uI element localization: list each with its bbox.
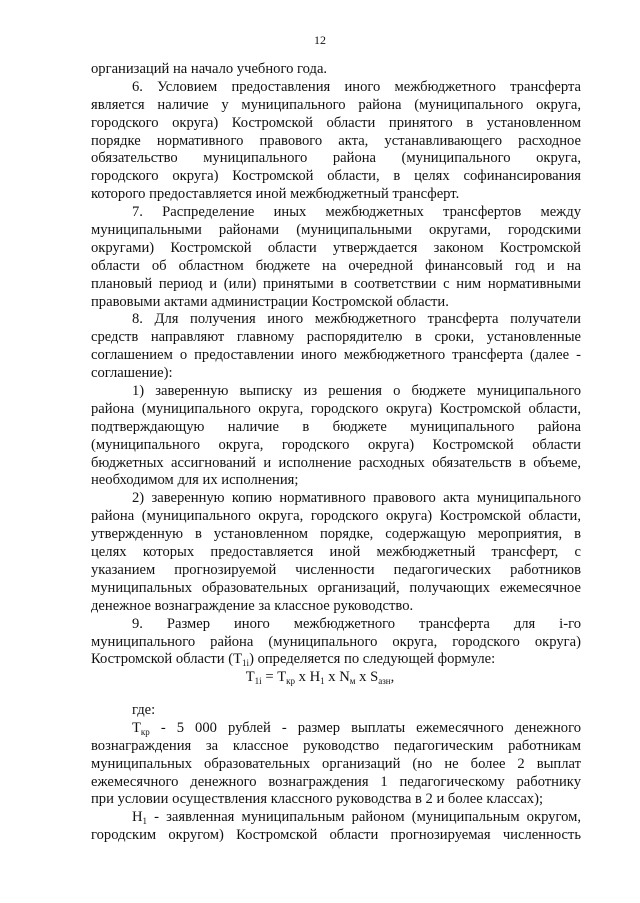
text-line: 1) заверенную выписку из решения о бюджете муниципального bbox=[132, 383, 581, 400]
text-line: городского округа) Костромской области принятого в установленном bbox=[91, 114, 581, 131]
text-line: организаций на начало учебного года. bbox=[91, 61, 328, 77]
text-line: бюджетных ассигнований и исполнение расходных обязательств в объеме, bbox=[91, 454, 581, 471]
text-line: муниципального района (муниципального округа, городского округа) bbox=[91, 633, 581, 650]
text-line: $Т_{кр} - 5$ 000 рублей - размер выплаты ежемесячного денежного bbox=[132, 719, 581, 737]
body-text-top bbox=[91, 61, 581, 669]
text-line: района (муниципального округа, городского округа) Костромской области, bbox=[91, 400, 581, 417]
text-line: $Н_1$ - заявленная муниципальным районом (муниципальным округом, bbox=[132, 809, 581, 827]
text-line: городского округа) Костромской области, в целях софинансирования bbox=[91, 168, 581, 185]
text-line: подтверждающую наличие в бюджете муниципального района bbox=[91, 418, 581, 435]
body-text-bottom bbox=[91, 702, 581, 845]
text-line: утвержденную в установленном порядке, содержащую мероприятия, в bbox=[91, 526, 581, 543]
text-line: порядке нормативного правового акта, устанавливающего расходное bbox=[91, 132, 581, 149]
text-line: ежемесячного денежного вознаграждения 1 педагогическому работнику bbox=[91, 773, 581, 790]
text-line: области об областном бюджете на очередной финансовый год и на bbox=[91, 257, 581, 274]
text-line: соглашением о предоставлении иного межбюджетного трансферта (далее - bbox=[91, 347, 581, 364]
page-number: 12 bbox=[314, 33, 326, 47]
text-line: указанием прогнозируемой численности педагогических работников bbox=[91, 561, 581, 578]
text-line: при условии осуществления классного руководства в 2 и более классах); bbox=[91, 791, 544, 808]
text-line: района (муниципального округа, городского округа) Костромской области, bbox=[91, 508, 581, 525]
text-line: городским округом) Костромской области прогнозируемая численность bbox=[91, 827, 581, 844]
text-line: 2) заверенную копию нормативного правового акта муниципального bbox=[132, 490, 581, 507]
text-line: вознаграждения за классное руководство педагогическим работникам bbox=[91, 737, 581, 754]
text-line: 7. Распределение иных межбюджетных трансфертов между bbox=[132, 204, 581, 221]
text-line: средств направляют главному распорядителю в сроки, установленные bbox=[91, 329, 581, 346]
text-line: 8. Для получения иного межбюджетного трансферта получатели bbox=[132, 311, 581, 328]
text-line: муниципальных образовательных организаций (но не более 2 выплат bbox=[91, 755, 581, 772]
text-line: 6. Условием предоставления иного межбюджетного трансферта bbox=[132, 78, 581, 95]
text-line: необходимом для их исполнения; bbox=[91, 472, 299, 489]
text-line: где: bbox=[132, 702, 156, 718]
text-line: соглашение): bbox=[91, 365, 173, 382]
text-line: плановый период и (или) принятыми в соответствии с ним нормативными bbox=[91, 275, 581, 292]
text-line: округами) Костромской области утверждается законом Костромской bbox=[91, 239, 581, 256]
formula bbox=[0, 668, 640, 686]
text-line: денежное вознаграждение за классное руководство. bbox=[91, 597, 414, 614]
text-line: обязательство муниципального района (муниципального округа, bbox=[91, 150, 581, 167]
text-line: (муниципального округа, городского округа) Костромской области bbox=[91, 436, 581, 453]
text-line: целях которых предоставляется иной межбюджетный трансферт, с bbox=[91, 544, 581, 561]
text-line: которого предоставляется иной межбюджетный трансферт. bbox=[91, 186, 460, 203]
text-line: правовыми актами администрации Костромской области. bbox=[91, 293, 449, 310]
text-line: 9. Размер иного межбюджетного трансферта для i-го bbox=[132, 615, 581, 632]
formula-text: $Т_{1i} = Т_{кр}$ х $Н_1$ х $N_м$ х $S_{азн}$, bbox=[245, 669, 395, 686]
text-line: муниципальных образовательных организаций, получающих ежемесячное bbox=[91, 579, 581, 596]
text-line: является наличие у муниципального района (муниципального округа, bbox=[91, 96, 581, 113]
text-line: Костромской области $(Т_{1i})$ определяется по следующей формуле: bbox=[91, 651, 496, 669]
text-line: муниципальными районами (муниципальными округами, городскими bbox=[91, 222, 581, 239]
